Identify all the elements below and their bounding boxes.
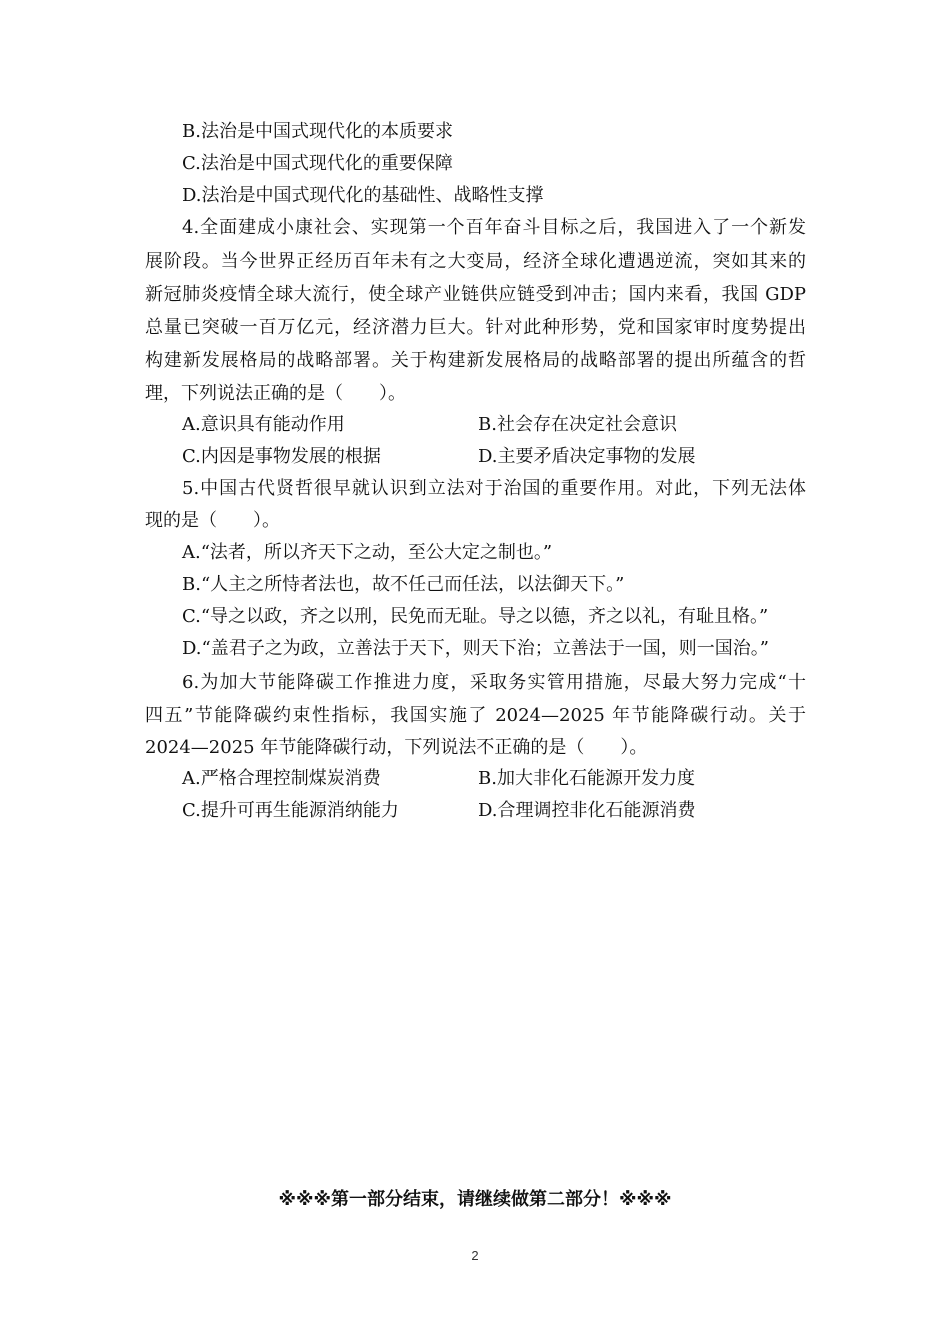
q4-stem-line-4: 总量已突破一百万亿元，经济潜力巨大。针对此种形势，党和国家审时度势提出: [145, 317, 806, 338]
q6-option-a: A.严格合理控制煤炭消费: [182, 768, 381, 789]
q6-stem-line-1: 6.为加大节能降碳工作推进力度，采取务实管用措施，尽最大努力完成“十: [182, 672, 806, 693]
q6-option-d: D.合理调控非化石能源消费: [478, 800, 696, 821]
q4-stem-line-1: 4.全面建成小康社会、实现第一个百年奋斗目标之后，我国进入了一个新发: [182, 217, 806, 238]
q4-stem-line-2: 展阶段。当今世界正经历百年未有之大变局，经济全球化遭遇逆流，突如其来的: [145, 251, 806, 272]
q5-option-d: D.“盖君子之为政，立善法于天下，则天下治；立善法于一国，则一国治。”: [182, 638, 769, 659]
q4-stem-line-3: 新冠肺炎疫情全球大流行，使全球产业链供应链受到冲击；国内来看，我国 GDP: [145, 284, 806, 305]
q3-option-b: B.法治是中国式现代化的本质要求: [182, 121, 453, 142]
q5-stem-line-2: 现的是（ ）。: [145, 510, 280, 531]
q5-option-b: B.“人主之所恃者法也，故不任己而任法，以法御天下。”: [182, 574, 625, 595]
q5-option-a: A.“法者，所以齐天下之动，至公大定之制也。”: [182, 542, 553, 563]
q3-option-c: C.法治是中国式现代化的重要保障: [182, 153, 453, 174]
q6-option-c: C.提升可再生能源消纳能力: [182, 800, 399, 821]
q3-option-d: D.法治是中国式现代化的基础性、战略性支撑: [182, 185, 544, 206]
q4-stem-line-6: 理，下列说法正确的是（ ）。: [145, 383, 406, 404]
q6-option-b: B.加大非化石能源开发力度: [478, 768, 695, 789]
q4-stem-line-5: 构建新发展格局的战略部署。关于构建新发展格局的战略部署的提出所蕴含的哲: [145, 350, 806, 371]
q6-stem-line-3: 2024—2025 年节能降碳行动，下列说法不正确的是（ ）。: [145, 737, 648, 758]
q5-option-c: C.“导之以政，齐之以刑，民免而无耻。导之以德，齐之以礼，有耻且格。”: [182, 606, 769, 627]
q4-option-d: D.主要矛盾决定事物的发展: [478, 446, 696, 467]
q6-stem-line-2: 四五”节能降碳约束性指标，我国实施了 2024—2025 年节能降碳行动。关于: [145, 705, 806, 726]
q4-option-a: A.意识具有能动作用: [182, 414, 345, 435]
section-end-note: ※※※第一部分结束，请继续做第二部分！※※※: [278, 1189, 672, 1210]
page-number: 2: [471, 1248, 479, 1263]
q5-stem-line-1: 5.中国古代贤哲很早就认识到立法对于治国的重要作用。对此，下列无法体: [182, 478, 806, 499]
q4-option-b: B.社会存在决定社会意识: [478, 414, 677, 435]
q4-option-c: C.内因是事物发展的根据: [182, 446, 381, 467]
